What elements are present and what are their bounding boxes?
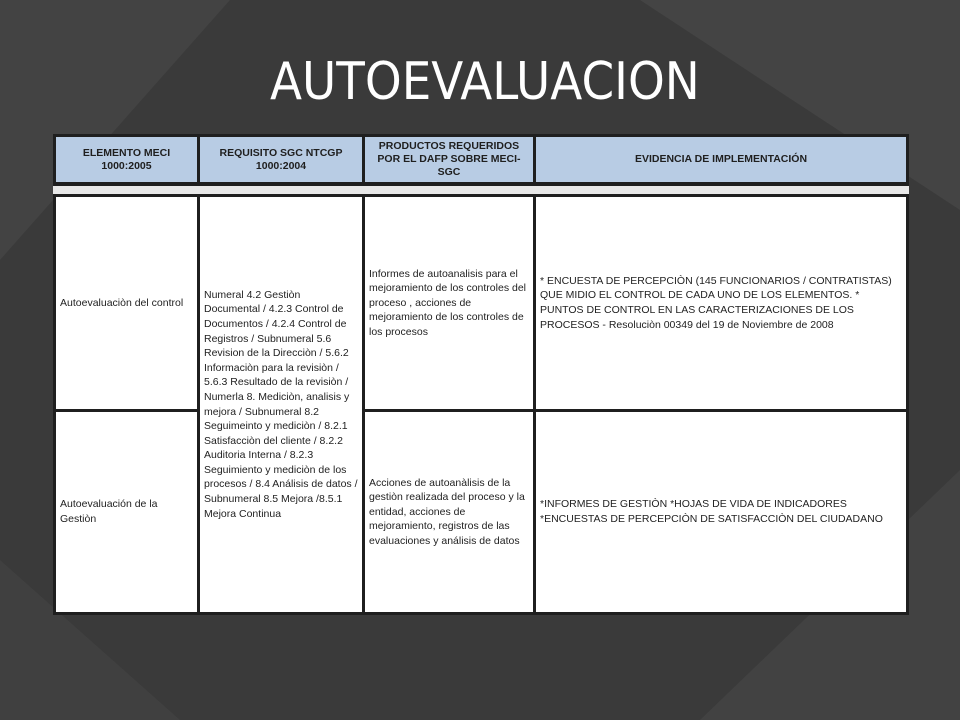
header-evidencia: EVIDENCIA DE IMPLEMENTACIÓN	[536, 137, 906, 182]
header-productos-requeridos: PRODUCTOS REQUERIDOS POR EL DAFP SOBRE MECI-SGC	[365, 137, 533, 182]
header-elemento-meci: ELEMENTO MECI 1000:2005	[56, 137, 197, 182]
table-cell-productos-row2: Acciones de autoanàlisis de la gestiòn realizada del proceso y la entidad, acciones de mejoramiento, registros de las evaluaciones y análisis de datos	[365, 412, 533, 612]
table-cell-productos-row1: Informes de autoanalisis para el mejoramiento de los controles del proceso , acciones de mejoramiento de los controles de los procesos	[365, 197, 533, 409]
header-requisito-sgc: REQUISITO SGC NTCGP 1000:2004	[200, 137, 362, 182]
meci-table	[53, 134, 909, 615]
table-cell-requisito-merged: Numeral 4.2 Gestiòn Documental / 4.2.3 Control de Documentos / 4.2.4 Control de Registros / Subnumeral 5.6 Revision de la Direcciòn / 5.6.2 Informaciòn para la revisiòn / 5.6.3 Resultado de la revisiòn / Numerla 8. Mediciòn, analisis y mejora / Subnumeral 8.2 Seguimeinto y mediciòn / 8.2.1 Satisfacciòn del cliente / 8.2.2 Auditoria Interna / 8.2.3 Seguimiento y mediciòn de los procesos / 8.4 Análisis de datos / Subnumeral 8.5 Mejora /8.5.1 Mejora Continua	[200, 197, 362, 612]
table-separator	[53, 186, 909, 194]
table-cell-elemento-row1: Autoevaluaciòn del control	[56, 197, 197, 409]
table-cell-evidencia-row2: *INFORMES DE GESTIÒN *HOJAS DE VIDA DE INDICADORES *ENCUESTAS DE PERCEPCIÒN DE SATISFACCIÒN DEL CIUDADANO	[536, 412, 906, 612]
table-cell-evidencia-row1: * ENCUESTA DE PERCEPCIÒN (145 FUNCIONARIOS / CONTRATISTAS) QUE MIDIO EL CONTROL DE CADA UNO DE LOS ELEMENTOS. * PUNTOS DE CONTROL EN LAS CARACTERIZACIONES DE LOS PROCESOS - Resoluciòn 00349 del 19 de Noviembre de 2008	[536, 197, 906, 409]
slide-title: AUTOEVALUACION	[270, 52, 700, 112]
table-cell-elemento-row2: Autoevaluación de la Gestiòn	[56, 412, 197, 612]
